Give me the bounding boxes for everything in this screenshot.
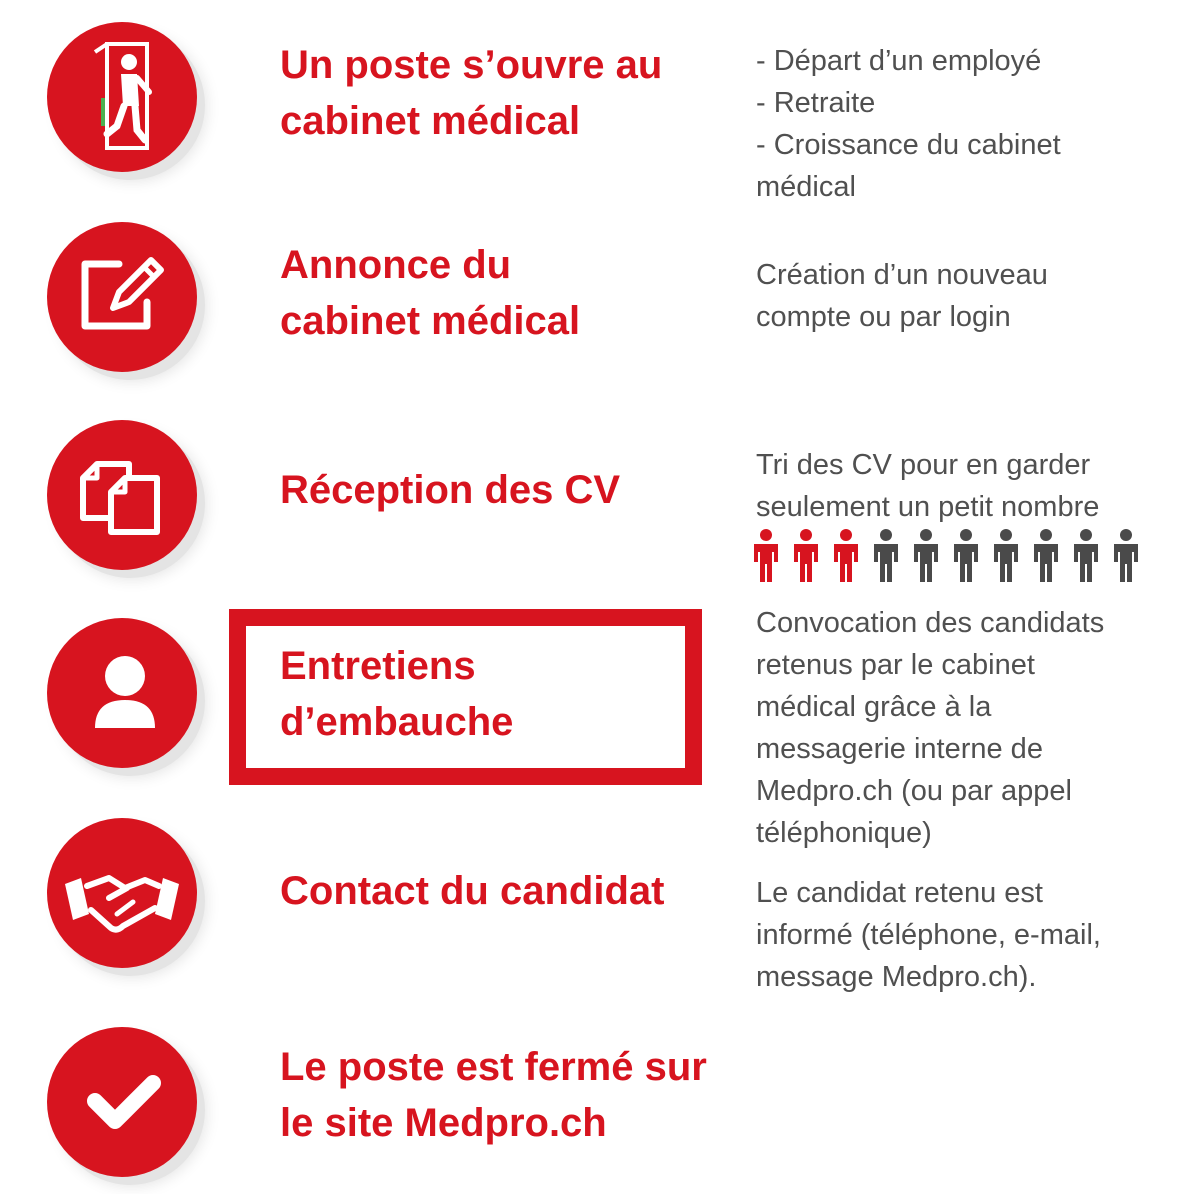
step-3-description: Tri des CV pour en garder seulement un petit nombre — [756, 449, 1100, 523]
user-icon — [47, 618, 197, 768]
step-3-circle — [47, 420, 197, 570]
person-icon — [994, 529, 1018, 582]
step-5-title: Contact du candidat — [280, 869, 665, 913]
step-2-description: Création d’un nouveau compte ou par login — [756, 259, 1048, 333]
step-4-description: Convocation des candidats retenus par le cabinet médical grâce à la messagerie interne de Medpro.ch (ou par appel téléphonique) — [756, 607, 1105, 849]
person-icon — [954, 529, 978, 582]
step-5-circle — [47, 818, 197, 968]
step-6-circle — [47, 1027, 197, 1177]
step-4-circle — [47, 618, 197, 768]
person-icon — [1114, 529, 1138, 582]
person-icon — [754, 529, 778, 582]
step-1-description: - Départ d’un employé - Retraite - Croissance du cabinet médical — [756, 45, 1061, 203]
step-3-title: Réception des CV — [280, 468, 621, 512]
step-1-circle — [47, 22, 197, 172]
documents-icon — [47, 420, 197, 570]
step-2-title: Annonce du cabinet médical — [280, 243, 581, 343]
person-icon — [874, 529, 898, 582]
door-exit-icon — [47, 22, 197, 172]
person-icon — [914, 529, 938, 582]
person-icon — [1074, 529, 1098, 582]
person-icon — [834, 529, 858, 582]
handshake-icon — [47, 818, 197, 968]
edit-pencil-icon — [47, 222, 197, 372]
step-5-description: Le candidat retenu est informé (téléphone, e-mail, message Medpro.ch). — [756, 877, 1101, 993]
step-1-title: Un poste s’ouvre au cabinet médical — [280, 43, 663, 143]
step-2-circle — [47, 222, 197, 372]
step-6-title: Le poste est fermé sur le site Medpro.ch — [280, 1045, 707, 1145]
checkmark-icon — [47, 1027, 197, 1177]
candidate-selection-row — [750, 528, 1150, 586]
step-4-title: Entretiens d’embauche — [280, 644, 514, 744]
person-icon — [1034, 529, 1058, 582]
person-icon — [794, 529, 818, 582]
